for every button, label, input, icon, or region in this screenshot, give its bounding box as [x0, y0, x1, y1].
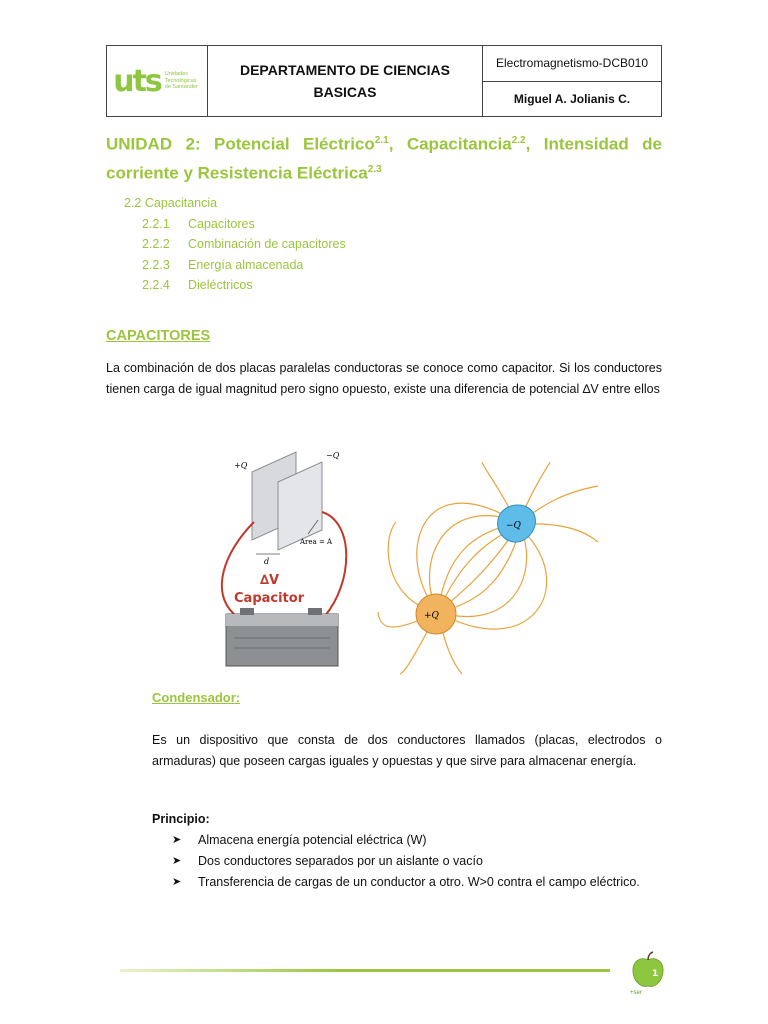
unit-ref-1: 2.1 — [374, 135, 389, 146]
positive-charge-label: +Q — [424, 611, 439, 621]
principle-label: Principio: — [152, 812, 210, 826]
field-lines — [378, 462, 598, 674]
arrow-bullet-icon: ➤ — [172, 876, 182, 888]
unit-prefix: UNIDAD 2: — [106, 134, 215, 154]
header-info — [483, 46, 661, 116]
list-item — [172, 872, 662, 893]
list-item-text: Transferencia de cargas de un conductor a otro. W>0 contra el campo eléctrico. — [198, 875, 640, 889]
electric-field-diagram — [376, 462, 600, 676]
principle-list — [172, 830, 662, 893]
logo-text: uts — [113, 63, 161, 99]
unit-sep-1: , — [388, 134, 407, 154]
toc-item — [124, 234, 346, 255]
list-item — [172, 830, 662, 851]
arrow-bullet-icon: ➤ — [172, 855, 182, 867]
distance-label: d — [264, 557, 270, 566]
logo-subtitle: Unidades Tecnológicas de Santander — [164, 71, 198, 91]
footer-brand: +ser — [630, 990, 642, 996]
list-item-text: Dos conductores separados por un aislante o vacío — [198, 854, 483, 868]
intro-paragraph: La combinación de dos placas paralelas conductoras se conoce como capacitor. Si los conductores tienen carga de igual magnitud pero signo opuesto, existe una diferencia de potencial ∆V entre ellos — [106, 361, 662, 396]
plus-q-label: +Q — [234, 461, 248, 470]
battery-icon — [226, 608, 338, 666]
unit-ref-3: 2.3 — [367, 163, 382, 175]
toc-number: 2.2.4 — [142, 278, 170, 292]
right-wire — [322, 512, 346, 617]
condensador-title: Condensador: — [152, 690, 241, 705]
unit-topic-3: Resistencia Eléctrica — [197, 163, 368, 183]
apple-icon — [630, 950, 666, 990]
section-title: CAPACITORES — [106, 328, 211, 344]
department-cell — [208, 46, 483, 116]
capacitor-diagram — [204, 442, 380, 678]
toc-item — [124, 255, 346, 276]
condensador-paragraph: Es un dispositivo que consta de dos conductores llamados (placas, electrodos o armaduras) que poseen cargas iguales y opuestas y que sirve para almacenar energía. — [152, 733, 662, 768]
unit-topic-2: Capacitancia — [406, 134, 512, 154]
toc-number: 2.2.2 — [142, 237, 170, 251]
footer-divider — [120, 969, 610, 972]
arrow-bullet-icon: ➤ — [172, 834, 182, 846]
unit-topic-1: Potencial Eléctrico — [214, 134, 375, 154]
capacitor-label: Capacitor — [234, 591, 305, 606]
course-code: Electromagnetismo-DCB010 — [483, 46, 661, 82]
toc-label: Capacitores — [188, 216, 255, 231]
toc-label: Energía almacenada — [188, 257, 304, 272]
list-item — [172, 851, 662, 872]
author-name: Miguel A. Jolianis C. — [513, 91, 631, 106]
toc-item — [124, 214, 346, 235]
positive-charge — [416, 594, 456, 634]
toc-label: Combinación de capacitores — [188, 237, 346, 251]
toc-main: 2.2 Capacitancia — [124, 196, 218, 210]
negative-charge — [498, 505, 536, 542]
minus-q-label: −Q — [326, 451, 340, 460]
document-header — [106, 45, 662, 117]
department-title: DEPARTAMENTO DE CIENCIAS BASICAS — [239, 62, 450, 100]
table-of-contents — [124, 193, 346, 296]
toc-number: 2.2.3 — [142, 257, 170, 272]
unit-sep-2: , Intensidad de corriente y — [106, 134, 662, 183]
institution-logo — [107, 46, 208, 116]
area-label: Area = A — [300, 538, 333, 546]
unit-ref-2: 2.2 — [511, 135, 526, 146]
toc-item — [124, 275, 346, 296]
list-item-text: Almacena energía potencial eléctrica (W) — [198, 833, 427, 847]
toc-number: 2.2.1 — [142, 216, 170, 231]
delta-v-label: ∆V — [260, 573, 280, 588]
page-number: 1 — [652, 969, 659, 979]
negative-charge-label: −Q — [506, 521, 521, 531]
unit-title — [106, 128, 662, 185]
toc-label: Dieléctricos — [188, 278, 253, 292]
